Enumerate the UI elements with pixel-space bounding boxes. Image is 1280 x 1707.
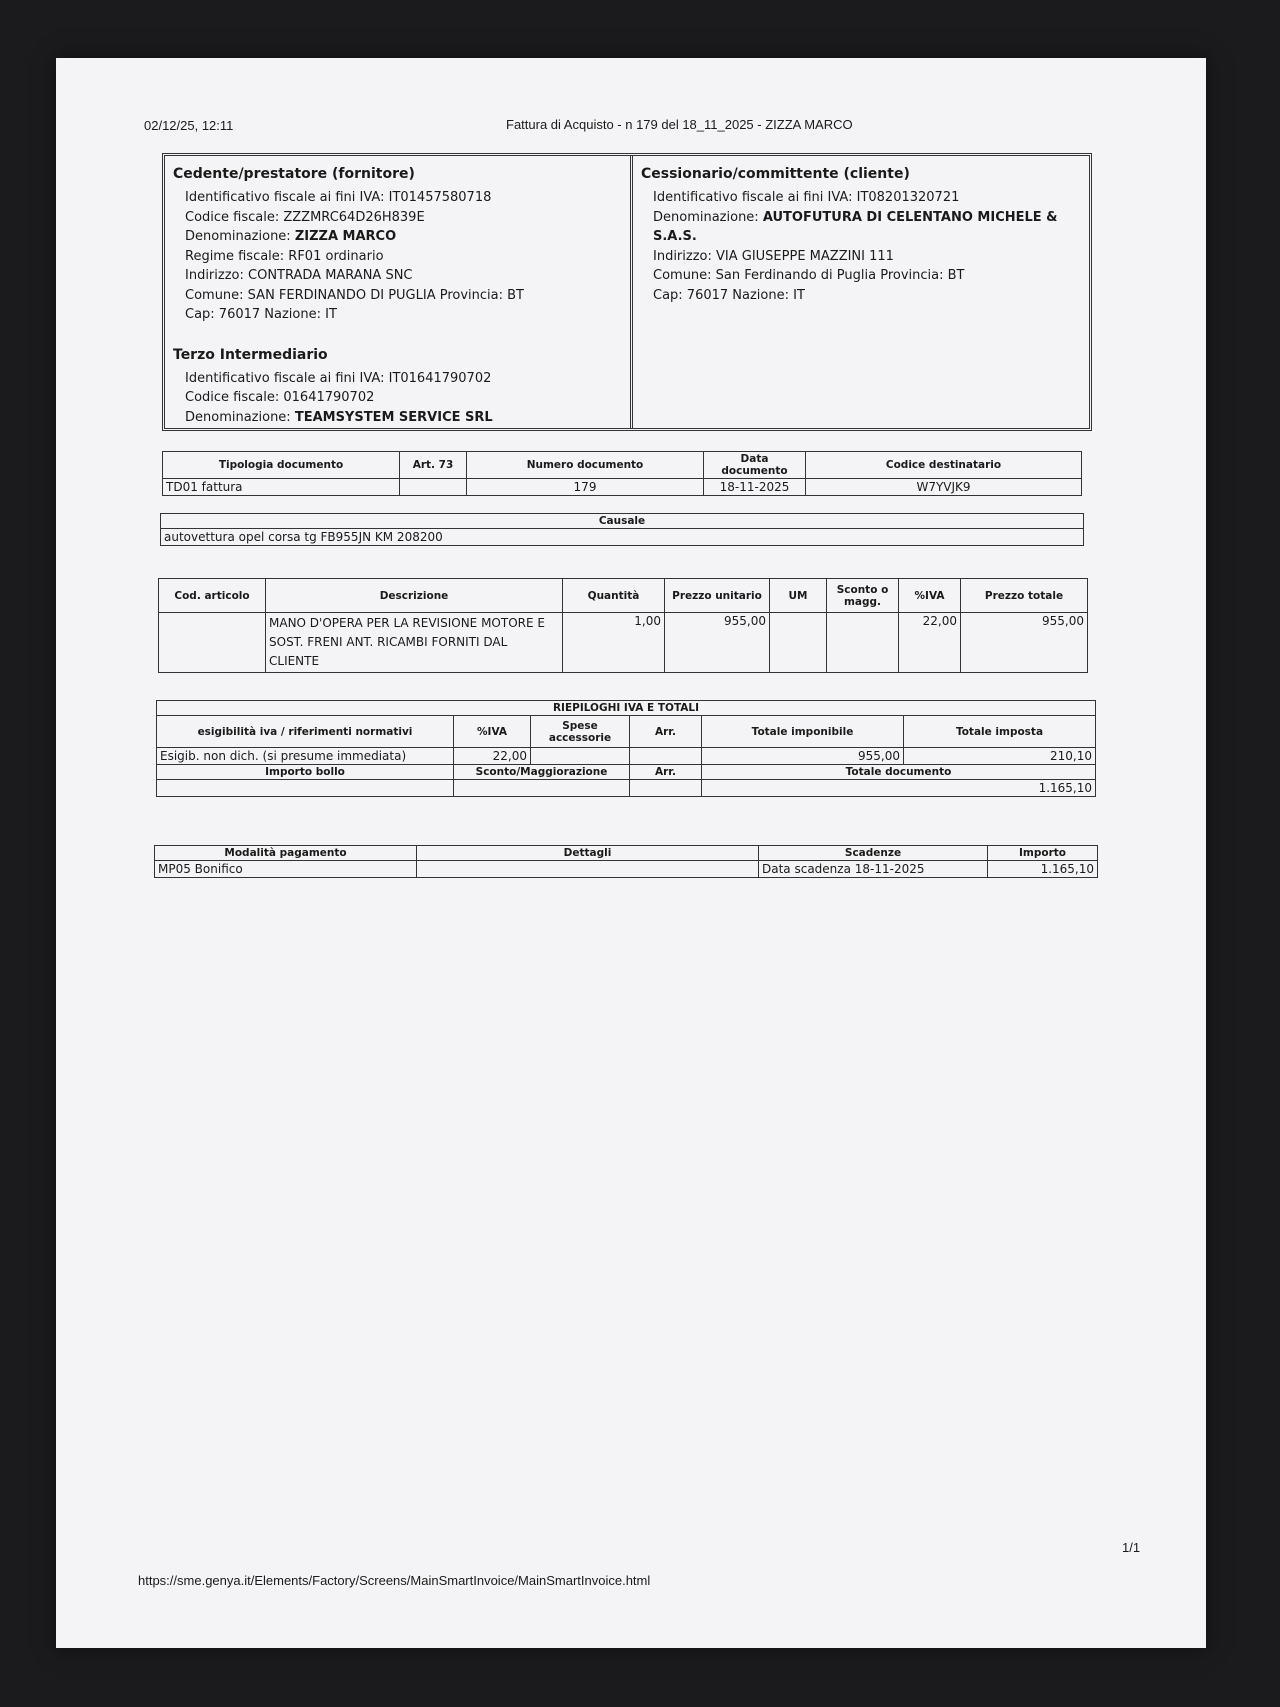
client-heading: Cessionario/committente (cliente) [641, 166, 910, 182]
unit-price-header: Prezzo unitario [665, 579, 770, 613]
supplier-regime: Regime fiscale: RF01 ordinario [185, 248, 384, 264]
item-total: 955,00 [961, 613, 1088, 673]
supplier-address: Indirizzo: CONTRADA MARANA SNC [185, 268, 413, 283]
item-code [159, 613, 266, 673]
accessory-header: Spese accessorie [531, 716, 630, 748]
table-row [159, 613, 1088, 673]
tax-header: Totale imposta [904, 716, 1096, 748]
item-quantity: 1,00 [563, 613, 665, 673]
supplier-name: Denominazione: ZIZZA MARCO [185, 229, 397, 244]
discount-surcharge [454, 780, 630, 797]
payment-amount: 1.165,10 [988, 861, 1098, 878]
client-section [633, 156, 1089, 428]
supplier-city: Comune: SAN FERDINANDO DI PUGLIA Provincia: BT [185, 287, 524, 303]
item-um [770, 613, 827, 673]
supplier-section [165, 156, 633, 428]
details-header: Dettagli [417, 846, 759, 861]
item-unit-price: 955,00 [665, 613, 770, 673]
recipient-code: W7YVJK9 [806, 479, 1082, 496]
taxable-header: Totale imponibile [702, 716, 904, 748]
client-name: Denominazione: AUTOFUTURA DI CELENTANO MICHELE & S.A.S. [653, 209, 1058, 244]
vat-header: %IVA [899, 579, 961, 613]
client-cap: Cap: 76017 Nazione: IT [653, 287, 805, 303]
tax-total: 210,10 [904, 748, 1096, 765]
page-title: Fattura di Acquisto - n 179 del 18_11_2025 - ZIZZA MARCO [506, 117, 853, 132]
recipient-code-header: Codice destinatario [806, 452, 1082, 479]
doc-number: 179 [467, 479, 704, 496]
quantity-header: Quantità [563, 579, 665, 613]
parties-box [162, 153, 1092, 431]
page-number: 1/1 [1122, 1540, 1141, 1555]
doc-total-header: Totale documento [702, 765, 1096, 780]
summary-vat-header: %IVA [454, 716, 531, 748]
client-vat: Identificativo fiscale ai fini IVA: IT08201320721 [653, 190, 960, 205]
supplier-cf: Codice fiscale: ZZZMRC64D26H839E [185, 209, 425, 225]
invoice-page [56, 58, 1206, 1648]
rounding2 [630, 780, 702, 797]
vat-terms: Esigib. non dich. (si presume immediata) [157, 748, 454, 765]
art73-header: Art. 73 [400, 452, 467, 479]
doc-date: 18-11-2025 [704, 479, 806, 496]
doc-date-header: Data documento [704, 452, 806, 479]
due-date: Data scadenza 18-11-2025 [759, 861, 988, 878]
item-description: MANO D'OPERA PER LA REVISIONE MOTORE E SOST. FRENI ANT. RICAMBI FORNITI DAL CLIENTE [266, 613, 563, 673]
intermediary-name: Denominazione: TEAMSYSTEM SERVICE SRL [185, 409, 493, 425]
client-city: Comune: San Ferdinando di Puglia Provincia: BT [653, 268, 965, 283]
taxable-total: 955,00 [702, 748, 904, 765]
doc-type-header: Tipologia documento [163, 452, 400, 479]
causale-table [160, 513, 1084, 546]
rounding [630, 748, 702, 765]
doc-number-header: Numero documento [467, 452, 704, 479]
supplier-heading: Cedente/prestatore (fornitore) [173, 166, 415, 182]
item-vat: 22,00 [899, 613, 961, 673]
vat-summary-table [156, 700, 1096, 797]
rounding2-header: Arr. [630, 765, 702, 780]
client-address: Indirizzo: VIA GIUSEPPE MAZZINI 111 [653, 248, 894, 264]
due-date-header: Scadenze [759, 846, 988, 861]
footer-url: https://sme.genya.it/Elements/Factory/Screens/MainSmartInvoice/MainSmartInvoice.html [138, 1573, 651, 1588]
total-header: Prezzo totale [961, 579, 1088, 613]
supplier-vat: Identificativo fiscale ai fini IVA: IT01457580718 [185, 190, 492, 205]
discount-surcharge-header: Sconto/Maggiorazione [454, 765, 630, 780]
summary-vat: 22,00 [454, 748, 531, 765]
payment-method: MP05 Bonifico [155, 861, 417, 878]
discount-header: Sconto o magg. [827, 579, 899, 613]
summary-title: RIEPILOGHI IVA E TOTALI [157, 701, 1096, 716]
item-discount [827, 613, 899, 673]
document-info-table [162, 451, 1082, 496]
causale-value: autovettura opel corsa tg FB955JN KM 208200 [161, 529, 1084, 546]
doc-total: 1.165,10 [702, 780, 1096, 797]
intermediary-cf: Codice fiscale: 01641790702 [185, 390, 375, 405]
accessory-costs [531, 748, 630, 765]
supplier-cap: Cap: 76017 Nazione: IT [185, 307, 337, 322]
intermediary-vat: Identificativo fiscale ai fini IVA: IT01641790702 [185, 370, 492, 386]
vat-terms-header: esigibilità iva / riferimenti normativi [157, 716, 454, 748]
payment-details [417, 861, 759, 878]
doc-type: TD01 fattura [163, 479, 400, 496]
stamp-duty-header: Importo bollo [157, 765, 454, 780]
causale-header: Causale [161, 514, 1084, 529]
amount-header: Importo [988, 846, 1098, 861]
description-header: Descrizione [266, 579, 563, 613]
line-items-table [158, 578, 1088, 673]
art73 [400, 479, 467, 496]
um-header: UM [770, 579, 827, 613]
print-date: 02/12/25, 12:11 [144, 118, 234, 133]
payment-table [154, 845, 1098, 878]
stamp-duty [157, 780, 454, 797]
rounding-header: Arr. [630, 716, 702, 748]
code-header: Cod. articolo [159, 579, 266, 613]
payment-method-header: Modalità pagamento [155, 846, 417, 861]
intermediary-heading: Terzo Intermediario [173, 346, 328, 363]
